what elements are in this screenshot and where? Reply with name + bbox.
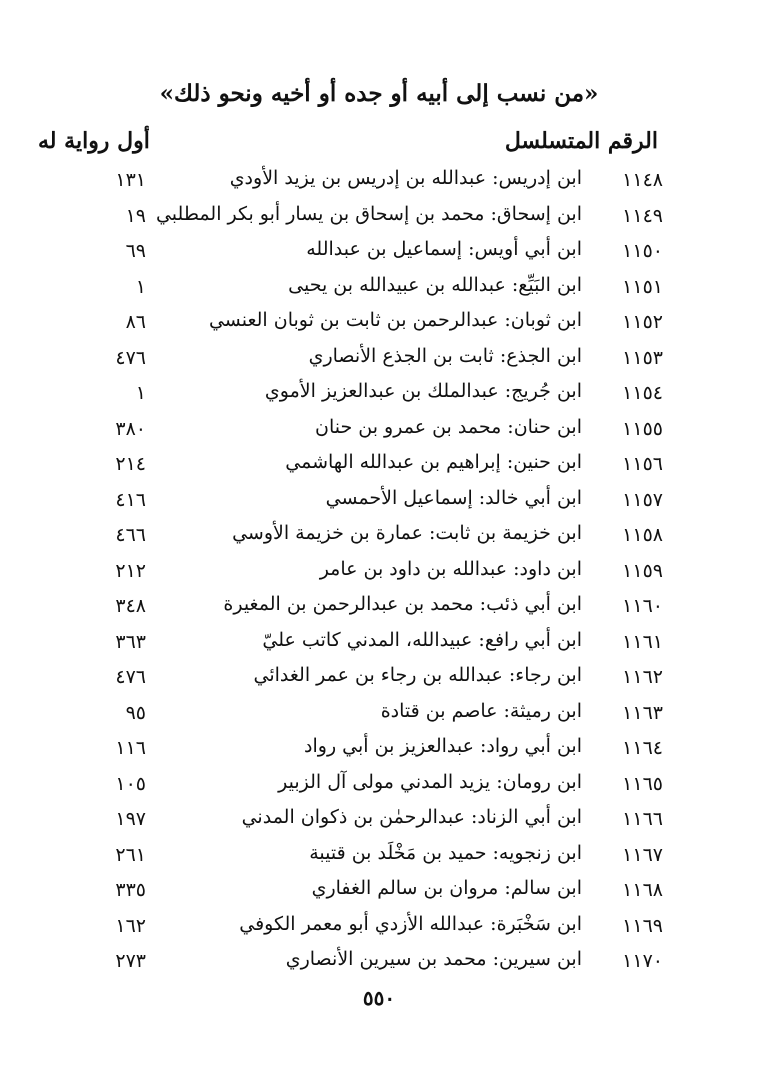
entry-first-narration: ١	[135, 275, 146, 298]
entry-name: ابن رومان: يزيد المدني مولى آل الزبير	[278, 770, 582, 793]
entry-number: ١١٦٥	[622, 772, 663, 795]
entry-first-narration: ١١٦	[115, 737, 146, 759]
list-item	[0, 662, 758, 698]
list-item	[0, 485, 758, 521]
list-item	[0, 272, 758, 308]
entry-number: ١١٦٨	[622, 879, 663, 901]
entry-first-narration: ٦٩	[125, 240, 146, 262]
list-item	[0, 946, 758, 982]
entry-name: ابن رجاء: عبدالله بن رجاء بن عمر الغدائي	[253, 664, 582, 686]
entry-number: ١١٥٦	[622, 453, 663, 475]
entry-number: ١١٤٨	[622, 169, 663, 191]
entry-number: ١١٥٤	[622, 382, 663, 404]
entries-list	[0, 165, 758, 982]
list-item	[0, 698, 758, 734]
entry-name: ابن سَخْبَرة: عبدالله الأزدي أبو معمر الكوفي	[239, 912, 582, 935]
entry-name: ابن أبي خالد: إسماعيل الأحمسي	[325, 486, 582, 509]
entry-first-narration: ٣٦٣	[115, 630, 146, 653]
entry-name: ابن أبي رواد: عبدالعزيز بن أبي رواد	[304, 735, 582, 757]
entry-name: ابن إدريس: عبدالله بن إدريس بن يزيد الأودي	[229, 167, 582, 189]
entry-number: ١١٥٧	[622, 488, 663, 511]
entry-first-narration: ٣٨٠	[115, 417, 146, 440]
list-item	[0, 201, 758, 237]
entry-name: ابن أبي أويس: إسماعيل بن عبدالله	[306, 238, 582, 260]
entry-number: ١١٥٥	[622, 417, 663, 440]
list-item	[0, 307, 758, 343]
entry-first-narration: ٣٣٥	[115, 879, 146, 901]
entry-first-narration: ٢١٤	[115, 453, 146, 475]
list-item	[0, 236, 758, 272]
entry-number: ١١٥٩	[622, 559, 663, 582]
list-item	[0, 556, 758, 592]
list-item	[0, 343, 758, 379]
entry-name: ابن الجذع: ثابت بن الجذع الأنصاري	[308, 344, 582, 367]
entry-first-narration: ٤٦٦	[115, 524, 146, 546]
entry-name: ابن سالم: مروان بن سالم الغفاري	[311, 877, 582, 899]
entry-name: ابن خزيمة بن ثابت: عمارة بن خزيمة الأوسي	[232, 522, 582, 544]
entry-number: ١١٥٣	[622, 346, 663, 369]
entry-number: ١١٦٧	[622, 843, 663, 866]
list-item	[0, 804, 758, 840]
entry-name: ابن البَيِّع: عبدالله بن عبيدالله بن يحيى	[288, 273, 582, 296]
entry-name: ابن حنين: إبراهيم بن عبدالله الهاشمي	[285, 451, 582, 473]
entry-number: ١١٦٣	[622, 701, 663, 724]
entry-name: ابن جُريج: عبدالملك بن عبدالعزيز الأموي	[264, 380, 582, 402]
first-narration-column-header: أول رواية له	[38, 128, 150, 154]
entry-number: ١١٦٦	[622, 808, 663, 830]
entry-name: ابن أبي الزناد: عبدالرحمٰن بن ذكوان المدني	[241, 806, 582, 828]
entry-name: ابن زنجويه: حميد بن مَخْلَد بن قتيبة	[309, 841, 582, 864]
entry-name: ابن داود: عبدالله بن داود بن عامر	[319, 557, 582, 580]
entry-first-narration: ١	[135, 382, 146, 404]
entry-first-narration: ٤٧٦	[115, 666, 146, 688]
entry-name: ابن سيرين: محمد بن سيرين الأنصاري	[285, 948, 582, 970]
entry-name: ابن أبي رافع: عبيدالله، المدني كاتب عليّ	[262, 628, 582, 651]
entry-first-narration: ٢٧٣	[115, 950, 146, 972]
entry-number: ١١٦٠	[622, 595, 663, 617]
page-number: ٥٥٠	[362, 986, 396, 1010]
serial-column-header: الرقم المتسلسل	[504, 128, 658, 154]
entry-first-narration: ٨٦	[125, 311, 146, 333]
list-item	[0, 733, 758, 769]
entry-name: ابن رميثة: عاصم بن قتادة	[380, 699, 582, 722]
entry-first-narration: ٢١٢	[115, 559, 146, 582]
entry-number: ١١٧٠	[622, 950, 663, 972]
entry-first-narration: ٩٥	[125, 701, 146, 724]
entry-first-narration: ١٠٥	[115, 772, 146, 795]
list-item	[0, 449, 758, 485]
entry-number: ١١٥٢	[622, 311, 663, 333]
entry-name: ابن ثوبان: عبدالرحمن بن ثابت بن ثوبان العنسي	[208, 309, 582, 331]
entry-first-narration: ٣٤٨	[115, 595, 146, 617]
entry-first-narration: ٤١٦	[115, 488, 146, 511]
list-item	[0, 591, 758, 627]
entry-name: ابن أبي ذئب: محمد بن عبدالرحمن بن المغيرة	[223, 593, 582, 615]
page-title: «من نسب إلى أبيه أو جده أو أخيه ونحو ذلك»	[159, 80, 599, 107]
entry-number: ١١٦١	[622, 630, 663, 653]
entry-first-narration: ١٣١	[115, 169, 146, 191]
list-item	[0, 911, 758, 947]
entry-first-narration: ١٦٢	[115, 914, 146, 937]
list-item	[0, 414, 758, 450]
list-item	[0, 165, 758, 201]
entry-number: ١١٤٩	[622, 204, 663, 227]
entry-number: ١١٥١	[622, 275, 663, 298]
list-item	[0, 875, 758, 911]
list-item	[0, 627, 758, 663]
entry-first-narration: ٢٦١	[115, 843, 146, 866]
entry-number: ١١٦٤	[622, 737, 663, 759]
list-item	[0, 769, 758, 805]
entry-number: ١١٥٨	[622, 524, 663, 546]
entry-first-narration: ١٩٧	[115, 808, 146, 830]
entry-first-narration: ١٩	[125, 204, 146, 227]
list-item	[0, 520, 758, 556]
list-item	[0, 378, 758, 414]
entry-number: ١١٦٢	[622, 666, 663, 688]
entry-name: ابن إسحاق: محمد بن إسحاق بن يسار أبو بكر المطلبي	[155, 202, 582, 225]
entry-name: ابن حنان: محمد بن عمرو بن حنان	[315, 415, 582, 438]
entry-first-narration: ٤٧٦	[115, 346, 146, 369]
list-item	[0, 840, 758, 876]
entry-number: ١١٦٩	[622, 914, 663, 937]
entry-number: ١١٥٠	[622, 240, 663, 262]
